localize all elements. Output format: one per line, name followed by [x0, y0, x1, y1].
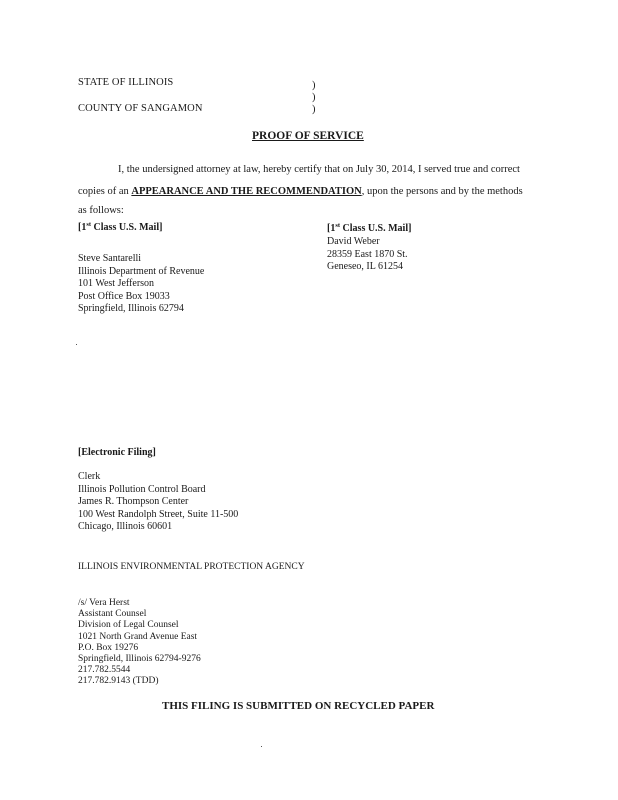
address-line: Clerk	[78, 471, 101, 482]
caption-paren: )	[312, 92, 316, 103]
caption-county: COUNTY OF SANGAMON	[78, 103, 203, 114]
signature-line: P.O. Box 19276	[78, 642, 139, 653]
method-left-post: Class U.S. Mail]	[91, 222, 163, 233]
service-method-left	[78, 222, 162, 233]
address-line: James R. Thompson Center	[78, 496, 189, 507]
signature-block	[78, 598, 201, 688]
body-line-2-prefix: copies of an	[78, 186, 132, 197]
service-address-electronic	[78, 471, 238, 534]
address-line: Geneseo, IL 61254	[327, 261, 403, 272]
method-left-pre: [1	[78, 222, 87, 233]
recycled-paper-footer: THIS FILING IS SUBMITTED ON RECYCLED PAPER	[162, 700, 435, 712]
method-right-pre: [1	[327, 223, 336, 234]
service-method-electronic: [Electronic Filing]	[78, 447, 156, 458]
service-address-right	[327, 236, 408, 274]
method-right-sup: st	[335, 222, 341, 229]
address-line: Steve Santarelli	[78, 253, 142, 264]
served-documents: APPEARANCE AND THE RECOMMENDATION	[131, 186, 362, 197]
service-address-left	[78, 253, 204, 316]
address-line: 100 West Randolph Street, Suite 11-500	[78, 508, 239, 520]
address-line: 28359 East 1870 St.	[327, 248, 408, 260]
caption-paren: )	[312, 104, 316, 115]
service-method-right	[327, 223, 411, 234]
address-line: Illinois Department of Revenue	[78, 265, 205, 277]
caption-state: STATE OF ILLINOIS	[78, 77, 174, 88]
signature-line: Springfield, Illinois 62794-9276	[78, 654, 201, 665]
address-line: Post Office Box 19033	[78, 290, 170, 302]
signature-line: Assistant Counsel	[78, 609, 147, 620]
document-title: PROOF OF SERVICE	[252, 130, 364, 142]
signature-line: /s/ Vera Herst	[78, 598, 130, 608]
body-line-1: I, the undersigned attorney at law, hereby certify that on July 30, 2014, I served true and correct	[118, 164, 520, 175]
signature-line: 1021 North Grand Avenue East	[78, 631, 198, 642]
agency-name: ILLINOIS ENVIRONMENTAL PROTECTION AGENCY	[78, 562, 305, 572]
method-right-post: Class U.S. Mail]	[340, 223, 412, 234]
method-left-sup: st	[86, 221, 92, 228]
body-line-3: as follows:	[78, 205, 124, 216]
address-line: David Weber	[327, 236, 380, 247]
signature-line: 217.782.9143 (TDD)	[78, 676, 159, 687]
address-line: Illinois Pollution Control Board	[78, 483, 206, 495]
body-line-2-suffix: , upon the persons and by the methods	[361, 186, 523, 197]
body-line-2	[78, 185, 523, 198]
signature-line: 217.782.5544	[78, 665, 131, 676]
signature-line: Division of Legal Counsel	[78, 620, 179, 631]
address-line: Chicago, Illinois 60601	[78, 521, 173, 532]
address-line: Springfield, Illinois 62794	[78, 303, 184, 314]
caption-paren: )	[312, 80, 316, 91]
address-line: 101 West Jefferson	[78, 278, 155, 289]
scan-speck	[76, 344, 77, 345]
scan-speck	[261, 746, 262, 747]
